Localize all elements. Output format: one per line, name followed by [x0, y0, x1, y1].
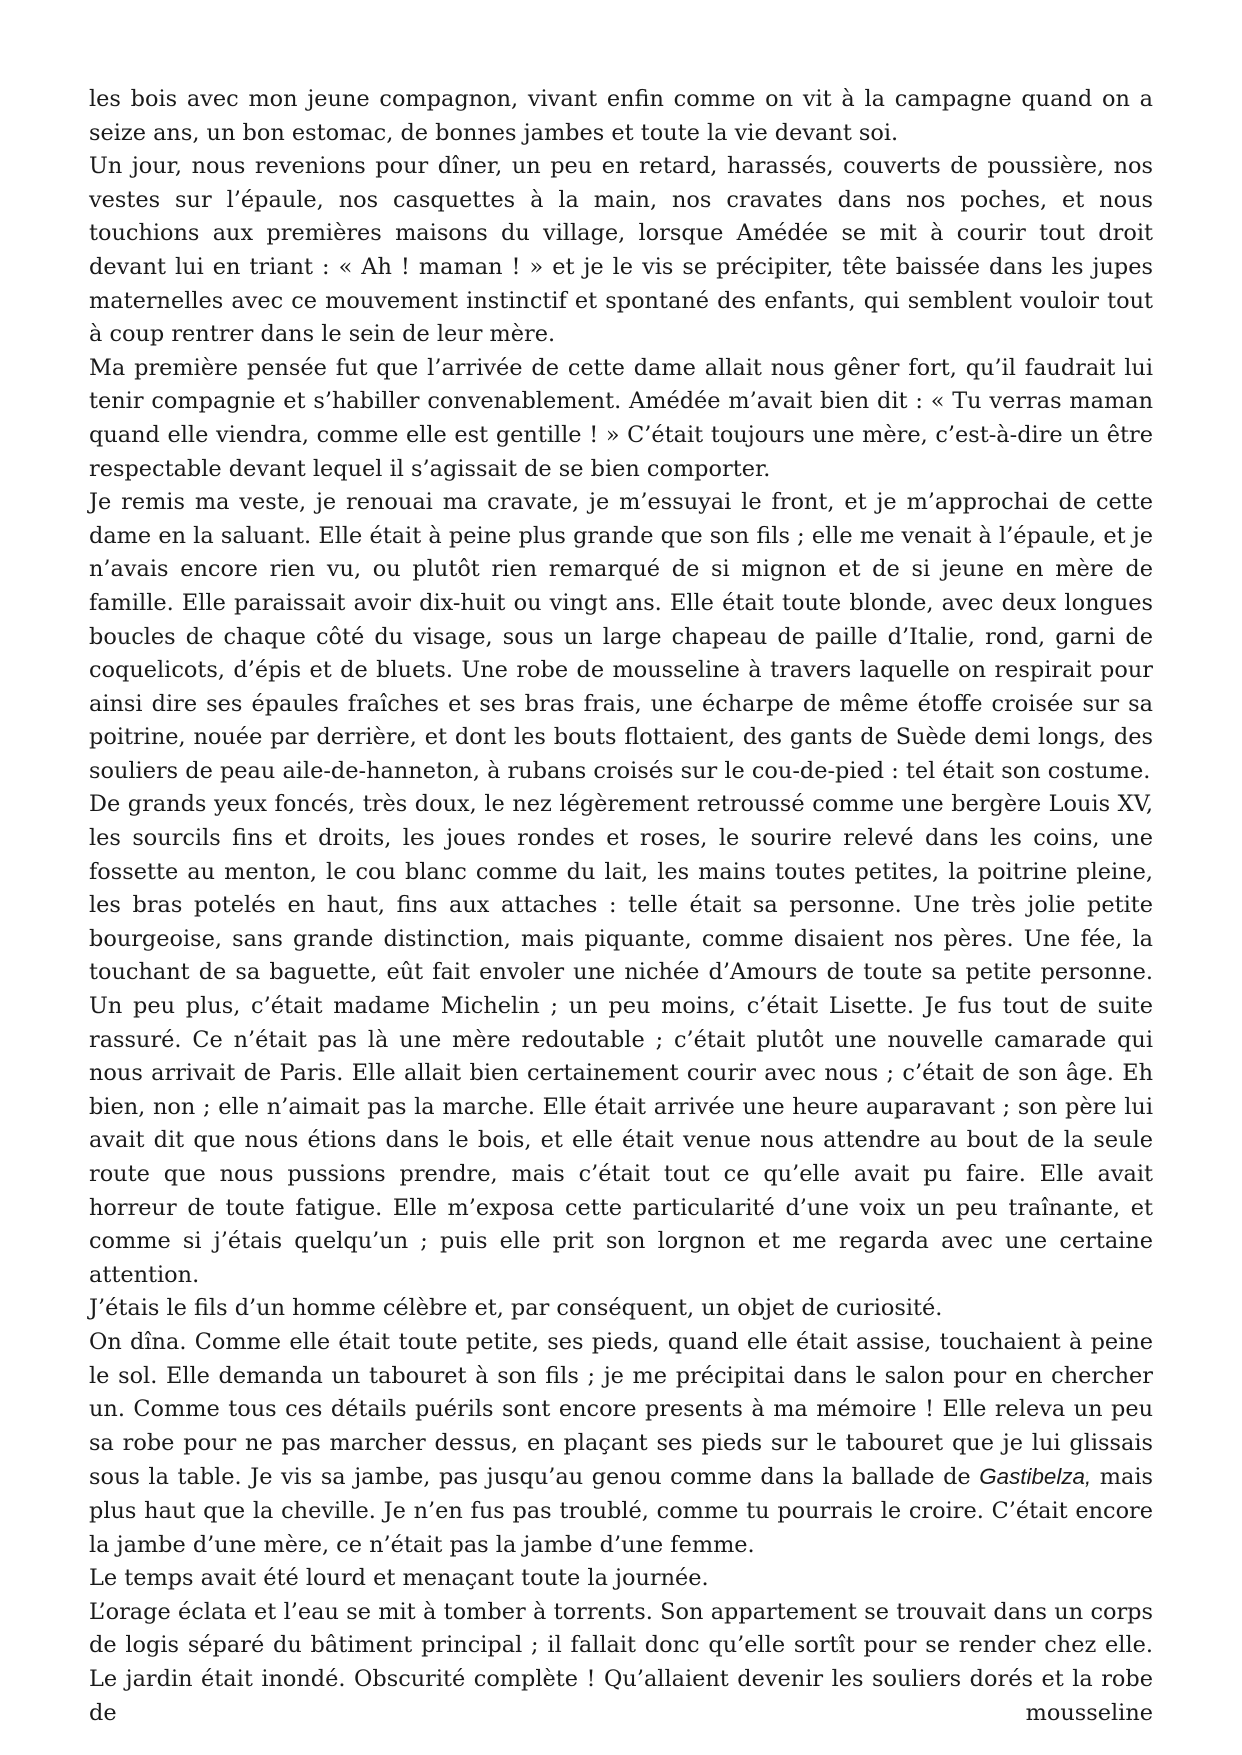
paragraph-7-start: On dîna. Comme elle était toute petite, ses pieds, quand elle était assise, touchaient à peine le sol. Elle demanda un tabouret à son fils ; je me précipitai dans le salon pour en chercher un. Comme tous ces détails puérils sont encore presents à ma mémoire ! Elle releva un peu sa robe pour ne pas marcher dessus, en plaçant ses pieds sur le tabouret que je lui glissais sous la table. Je vis sa jambe, pas jusqu’au genou comme dans la ballade de — [89, 1328, 1153, 1491]
paragraph-9: L’orage éclata et l’eau se mit à tomber à torrents. Son appartement se trouvait dans un corps de logis séparé du bâtiment principal ; il fallait donc qu’elle sortît pour se render chez elle. Le jardin était inondé. Obscurité complète ! Qu’allaient devenir les souliers dorés et la robe de mousseline — [89, 1598, 1153, 1726]
paragraph-1: les bois avec mon jeune compagnon, vivant enfin comme on vit à la campagne quand on a seize ans, un bon estomac, de bonnes jambes et toute la vie devant soi. — [89, 86, 1153, 146]
paragraph-7-end: mais plus haut que la cheville. Je n’en fus pas troublé, comme tu pourrais le croire. C’était encore la jambe d’une mère, ce n’était pas la jambe d’une femme. — [89, 1464, 1153, 1558]
document-page — [89, 83, 1153, 1730]
paragraph-2: Un jour, nous revenions pour dîner, un peu en retard, harassés, couverts de poussière, nos vestes sur l’épaule, nos casquettes à la main, nos cravates dans nos poches, et nous touchions aux premières maisons du village, lorsque Amédée se mit à courir tout droit devant lui en triant : « Ah ! maman ! » et je le vis se précipiter, tête baissée dans les jupes maternelles avec ce mouvement instinctif et spontané des enfants, qui semblent vouloir tout à coup rentrer dans le sein de leur mère. — [89, 153, 1153, 348]
paragraph-5: De grands yeux foncés, très doux, le nez légèrement retroussé comme une bergère Louis XV, les sourcils fins et droits, les joues rondes et roses, le sourire relevé dans les coins, une fossette au menton, le cou blanc comme du lait, les mains toutes petites, la poitrine pleine, les bras potelés en haut, fins aux attaches : telle était sa personne. Une très jolie petite bourgeoise, sans grande distinction, mais piquante, comme disaient nos pères. Une fée, la touchant de sa baguette, eût fait envoler une nichée d’Amours de toute sa petite personne. Un peu plus, c’était madame Michelin ; un peu moins, c’était Lisette. Je fus tout de suite rassuré. Ce n’était pas là une mère redoutable ; c’était plutôt une nouvelle camarade qui nous arrivait de Paris. Elle allait bien certainement courir avec nous ; c’était de son âge. Eh bien, non ; elle n’aimait pas la marche. Elle était arrivée une heure auparavant ; son père lui avait dit que nous étions dans le bois, et elle était venue nous attendre au bout de la seule route que nous pussions prendre, mais c’était tout ce qu’elle avait pu faire. Elle avait horreur de toute fatigue. Elle m’exposa cette particularité d’une voix un peu traînante, et comme si j’étais quelqu’un ; puis elle prit son lorgnon et me regarda avec une certaine attention. — [89, 791, 1153, 1288]
ballad-title: Gastibelza, — [979, 1464, 1092, 1490]
paragraph-6: J’étais le fils d’un homme célèbre et, par conséquent, un objet de curiosité. — [89, 1295, 943, 1322]
paragraph-3: Ma première pensée fut que l’arrivée de cette dame allait nous gêner fort, qu’il faudrait lui tenir compagnie et s’habiller convenablement. Amédée m’avait bien dit : « Tu verras maman quand elle viendra, comme elle est gentille ! » C’était toujours une mère, c’est-à-dire un être respectable devant lequel il s’agissait de se bien comporter. — [89, 354, 1153, 482]
paragraph-4: Je remis ma veste, je renouai ma cravate, je m’essuyai le front, et je m’approchai de cette dame en la saluant. Elle était à peine plus grande que son fils ; elle me venait à l’épaule, et je n’avais encore rien vu, ou plutôt rien remarqué de si mignon et de si jeune en mère de famille. Elle paraissait avoir dix-huit ou vingt ans. Elle était toute blonde, avec deux longues boucles de chaque côté du visage, sous un large chapeau de paille d’Italie, rond, garni de coquelicots, d’épis et de bluets. Une robe de mousseline à travers laquelle on respirait pour ainsi dire ses épaules fraîches et ses bras frais, une écharpe de même étoffe croisée sur sa poitrine, nouée par derrière, et dont les bouts flottaient, des gants de Suède demi longs, des souliers de peau aile-de-hanneton, à rubans croisés sur le cou-de-pied : tel était son costume. — [89, 489, 1153, 784]
paragraph-8: Le temps avait été lourd et menaçant toute la journée. — [89, 1565, 709, 1592]
paragraph-7 — [89, 1326, 1153, 1562]
